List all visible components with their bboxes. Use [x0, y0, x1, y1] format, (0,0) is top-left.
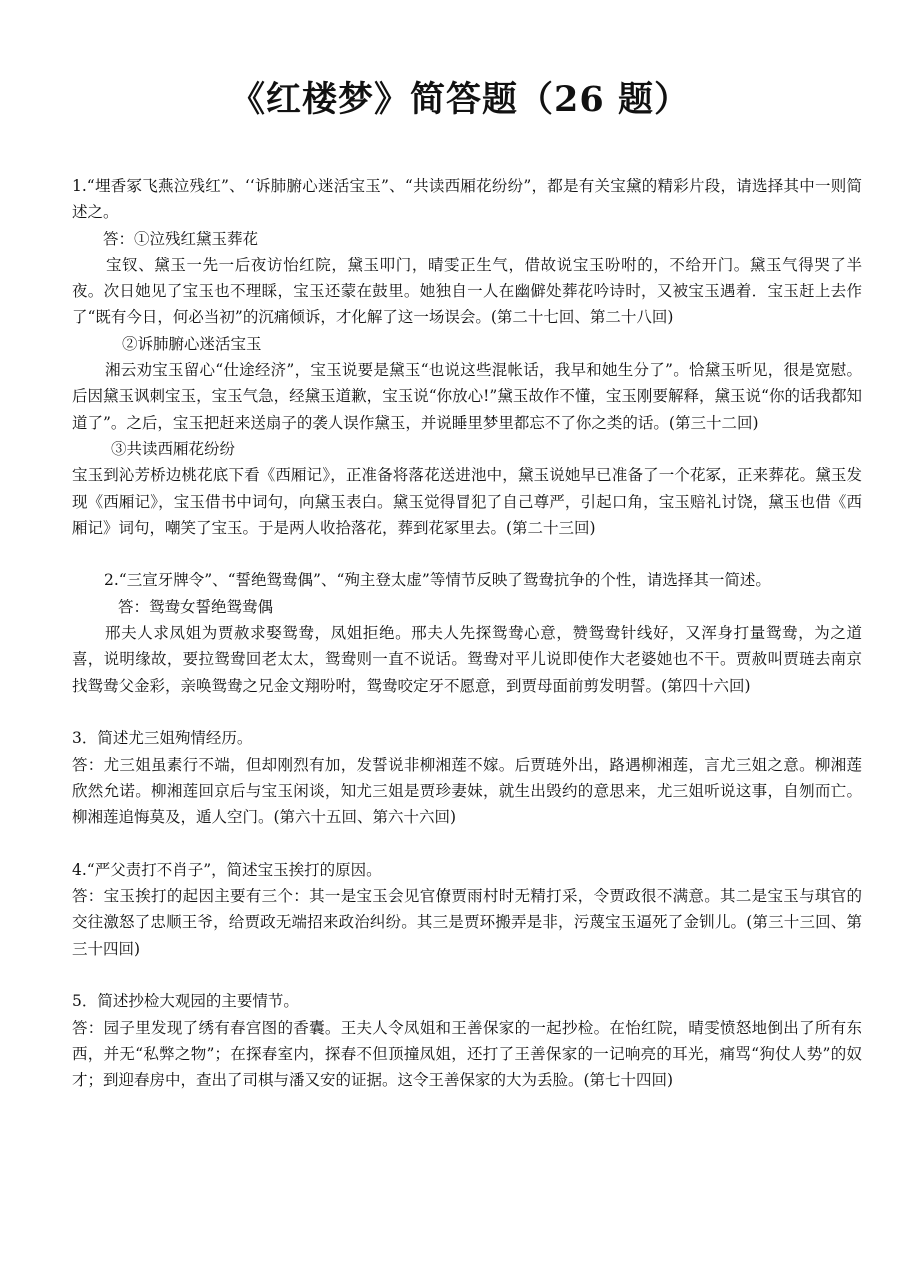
- answer-1-sub2-label: ②诉肺腑心迷活宝玉: [122, 334, 262, 353]
- spacer: [72, 962, 862, 988]
- answer-2-text: 邢夫人求凤姐为贾赦求娶鸳鸯，凤姐拒绝。邢夫人先探鸳鸯心意，赞鸳鸯针线好，又浑身打量鸳鸯，为之道喜，说明缘故，要拉鸳鸯回老太太，鸳鸯则一直不说话。鸳鸯对平儿说即使作大老婆她也不干。贾赦叫贾琏去南京找鸳鸯父金彩，亲唤鸳鸯之兄金文翔吩咐，鸳鸯咬定牙不愿意，到贾母面前剪发明誓。(第四十六回): [72, 624, 862, 695]
- answer-1-sub2-text: 湘云劝宝玉留心“仕途经济”，宝玉说要是黛玉“也说这些混帐话，我早和她生分了”。恰黛玉听见，很是宽慰。后因黛玉讽刺宝玉，宝玉气急，经黛玉道歉，宝玉说“你放心!”黛玉故作不懂，宝玉刚要解释，黛玉说“你的话我都知道了”。之后，宝玉把赶来送扇子的袭人误作黛玉，并说睡里梦里都忘不了你之类的话。(第三十二回): [72, 361, 862, 432]
- answer-1-sub3-text: 宝玉到沁芳桥边桃花底下看《西厢记》，正准备将落花送进池中，黛玉说她早已准备了一个花冢，正来葬花。黛玉发现《西厢记》，宝玉借书中词句，向黛玉表白。黛玉觉得冒犯了自己尊严，引起口角，宝玉赔礼讨饶，黛玉也借《西厢记》词句，嘲笑了宝玉。于是两人收拾落花，葬到花冢里去。(第二十三回): [72, 466, 862, 537]
- answer-5-text: 答：园子里发现了绣有春宫图的香囊。王夫人令凤姐和王善保家的一起抄检。在怡红院，晴雯愤怒地倒出了所有东西，并无“私弊之物”；在探春室内，探春不但顶撞凤姐，还打了王善保家的一记响亮的耳光，痛骂“狗仗人势”的奴才；到迎春房中，查出了司棋与潘又安的证据。这令王善保家的大为丢脸。(第七十四回): [72, 1018, 862, 1090]
- question-4: 4.“严父责打不肖子”，简述宝玉挨打的原因。: [72, 860, 382, 879]
- spacer: [72, 541, 862, 567]
- answer-2-label: 答：鸳鸯女誓绝鸳鸯偶: [118, 597, 274, 616]
- answer-3-text: 答：尤三姐虽素行不端，但却刚烈有加，发誓说非柳湘莲不嫁。后贾琏外出，路遇柳湘莲，言尤三姐之意。柳湘莲欣然允诺。柳湘莲回京后与宝玉闲谈，知尤三姐是贾珍妻妹，就生出毁约的意思来，尤三姐听说这事，自刎而亡。柳湘莲追悔莫及，遁人空门。(第六十五回、第六十六回): [72, 755, 862, 827]
- question-5: 5．简述抄检大观园的主要情节。: [72, 992, 299, 1011]
- question-2: 2.“三宣牙牌令”、“誓绝鸳鸯偶”、“殉主登太虚”等情节反映了鸳鸯抗争的个性，请选择其一简述。: [104, 571, 771, 590]
- page-title: 《红楼梦》简答题（26 题）: [230, 79, 690, 120]
- question-1: 1.“埋香冢飞燕泣残红”、‘‘诉肺腑心迷活宝玉”、“共读西厢花纷纷”，都是有关宝黛的精彩片段，请选择其中一则简述之。: [72, 177, 862, 222]
- document-body: [72, 173, 862, 1093]
- answer-1-sub3-label: ③共读西厢花纷纷: [111, 439, 236, 458]
- answer-4-text: 答：宝玉挨打的起因主要有三个：其一是宝玉会见官僚贾雨村时无精打采，令贾政很不满意。其二是宝玉与琪官的交往激怒了忠顺王爷，给贾政无端招来政治纠纷。其三是贾环搬弄是非，污蔑宝玉逼死了金钏儿。(第三十三回、第三十四回): [72, 887, 862, 958]
- question-3: 3．简述尤三姐殉情经历。: [72, 729, 253, 748]
- spacer: [72, 699, 862, 725]
- answer-1-text: 宝钗、黛玉一先一后夜访怡红院，黛玉叩门，晴雯正生气，借故说宝玉吩咐的，不给开门。黛玉气得哭了半夜。次日她见了宝玉也不理睬，宝玉还蒙在鼓里。她独自一人在幽僻处葬花吟诗时，又被宝玉遇着．宝玉赶上去作了“既有今日，何必当初”的沉痛倾诉，才化解了这一场误会。(第二十七回、第二十八回): [72, 255, 862, 327]
- spacer: [72, 830, 862, 856]
- answer-1-label: 答：①泣残红黛玉葬花: [103, 229, 259, 248]
